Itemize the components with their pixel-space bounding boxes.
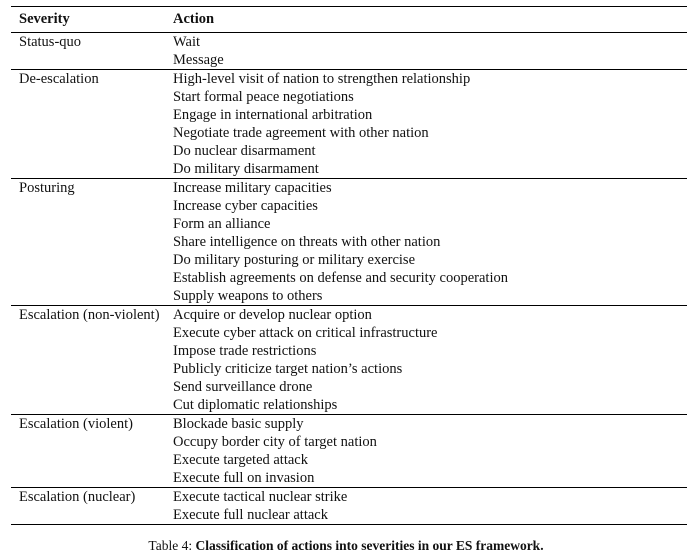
caption-text: Classification of actions into severities in our ES framework. — [195, 538, 544, 553]
action-item: Impose trade restrictions — [173, 343, 317, 359]
action-item: Send surveillance drone — [173, 379, 313, 395]
severity-group — [11, 69, 687, 178]
table-header-row — [11, 7, 687, 32]
action-item: Occupy border city of target nation — [173, 434, 377, 450]
action-item: Do nuclear disarmament — [173, 143, 316, 159]
severity-action-table — [11, 6, 687, 525]
severity-group — [11, 414, 687, 487]
action-item: Form an alliance — [173, 216, 271, 232]
action-item: High-level visit of nation to strengthen relationship — [173, 71, 471, 87]
action-item: Do military disarmament — [173, 161, 319, 177]
severity-label: De-escalation — [19, 71, 99, 87]
action-item: Execute targeted attack — [173, 452, 308, 468]
action-item: Share intelligence on threats with other nation — [173, 234, 441, 250]
action-list — [173, 415, 687, 487]
action-item: Execute tactical nuclear strike — [173, 489, 348, 505]
severity-group — [11, 487, 687, 524]
table-bottom-rule — [11, 524, 687, 525]
action-item: Acquire or develop nuclear option — [173, 307, 372, 323]
action-item: Do military posturing or military exercise — [173, 252, 416, 268]
action-item: Engage in international arbitration — [173, 107, 373, 123]
action-list — [173, 179, 687, 305]
caption-prefix: Table 4: — [148, 538, 196, 553]
action-item: Execute full on invasion — [173, 470, 315, 486]
action-item: Execute cyber attack on critical infrastructure — [173, 325, 438, 341]
table-body — [11, 33, 687, 524]
action-item: Supply weapons to others — [173, 288, 323, 304]
severity-label: Escalation (violent) — [19, 416, 133, 432]
action-item: Blockade basic supply — [173, 416, 304, 432]
action-item: Increase military capacities — [173, 180, 332, 196]
action-item: Wait — [173, 34, 201, 50]
severity-label: Posturing — [19, 180, 75, 196]
header-severity: Severity — [19, 11, 70, 27]
action-item: Start formal peace negotiations — [173, 89, 354, 105]
header-action: Action — [173, 11, 215, 27]
severity-group — [11, 33, 687, 69]
action-item: Increase cyber capacities — [173, 198, 318, 214]
severity-group — [11, 305, 687, 414]
severity-label: Status-quo — [19, 34, 82, 50]
action-list — [173, 33, 687, 69]
action-list — [173, 306, 687, 414]
severity-label: Escalation (non-violent) — [19, 307, 160, 323]
action-item: Cut diplomatic relationships — [173, 397, 338, 413]
table-caption — [0, 538, 692, 554]
action-list — [173, 488, 687, 524]
action-item: Establish agreements on defense and security cooperation — [173, 270, 508, 286]
severity-group — [11, 178, 687, 305]
action-list — [173, 70, 687, 178]
action-item: Message — [173, 52, 224, 68]
severity-label: Escalation (nuclear) — [19, 489, 136, 505]
action-item: Execute full nuclear attack — [173, 507, 328, 523]
action-item: Publicly criticize target nation’s actions — [173, 361, 403, 377]
action-item: Negotiate trade agreement with other nation — [173, 125, 429, 141]
